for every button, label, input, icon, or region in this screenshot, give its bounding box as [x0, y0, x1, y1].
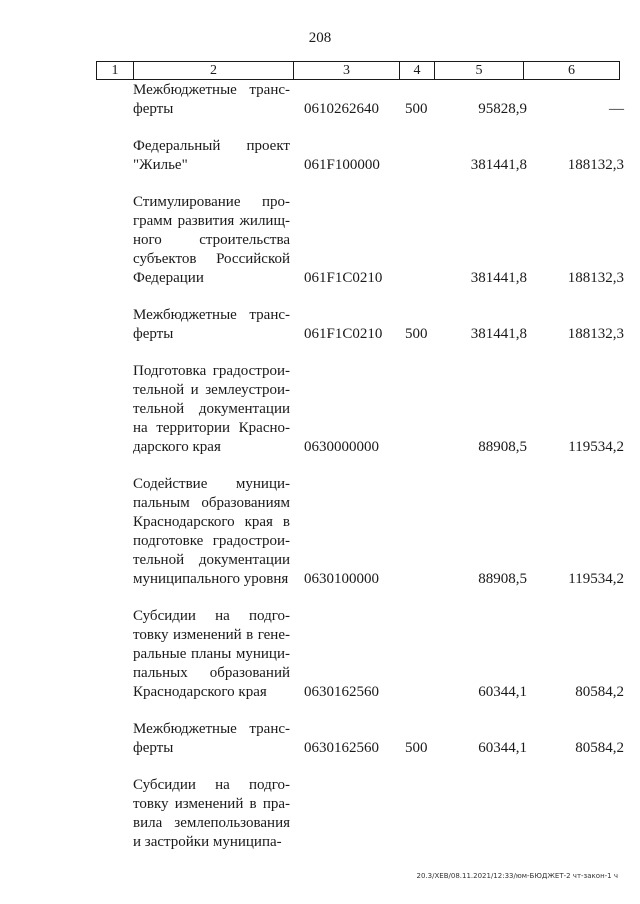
column-header-3: 3: [294, 62, 400, 79]
description-line: товку изменений в пра-: [133, 796, 290, 812]
table-row: [0, 607, 640, 702]
description-line: Краснодарского края: [133, 684, 267, 700]
target-article-code: 0630162560: [304, 740, 379, 756]
target-article-code: 0630100000: [304, 571, 379, 587]
row-description: [133, 306, 290, 344]
amount-year-2: 80584,2: [575, 684, 624, 700]
table-row: [0, 137, 640, 175]
table-row: [0, 193, 640, 288]
table-row: [0, 81, 640, 119]
row-description: [133, 137, 290, 175]
amount-year-2: —: [609, 101, 624, 117]
description-line: Межбюджетные транс-: [133, 82, 290, 98]
description-line: вила землепользования: [133, 815, 290, 831]
description-line: Краснодарского края в: [133, 514, 290, 530]
target-article-code: 0610262640: [304, 101, 379, 117]
amount-year-1: 88908,5: [478, 439, 527, 455]
description-line: и застройки муниципа-: [133, 834, 282, 850]
description-line: подготовке градострои-: [133, 533, 290, 549]
description-line: на территории Красно-: [133, 420, 290, 436]
description-line: Субсидии на подго-: [133, 777, 290, 793]
description-line: Подготовка градострои-: [133, 363, 290, 379]
amount-year-2: 188132,3: [567, 270, 624, 286]
row-description: [133, 720, 290, 758]
description-line: Федеральный проект: [133, 138, 290, 154]
row-description: [133, 776, 290, 852]
amount-year-1: 381441,8: [470, 157, 527, 173]
row-description: [133, 475, 290, 589]
amount-year-2: 188132,3: [567, 326, 624, 342]
description-line: ферты: [133, 740, 174, 756]
amount-year-1: 381441,8: [470, 270, 527, 286]
description-line: ферты: [133, 101, 174, 117]
document-footer: 20.3/ХЕВ/08.11.2021/12:33/юм-БЮДЖЕТ-2 чт-закон-1 ч: [416, 872, 618, 880]
description-line: ферты: [133, 326, 174, 342]
target-article-code: 061F100000: [304, 157, 380, 173]
description-line: муниципального уровня: [133, 571, 289, 587]
page-number: 208: [308, 30, 332, 46]
description-line: Содействие муници-: [133, 476, 290, 492]
column-header-2: 2: [134, 62, 294, 79]
expense-type-code: 500: [405, 740, 428, 756]
description-line: дарского края: [133, 439, 221, 455]
row-description: [133, 81, 290, 119]
amount-year-1: 60344,1: [478, 684, 527, 700]
target-article-code: 061F1C0210: [304, 326, 383, 342]
target-article-code: 0630000000: [304, 439, 379, 455]
description-line: ральные планы муници-: [133, 646, 290, 662]
table-header: [96, 61, 620, 80]
amount-year-1: 60344,1: [478, 740, 527, 756]
description-line: "Жилье": [133, 157, 188, 173]
table-row: [0, 475, 640, 589]
amount-year-2: 119534,2: [568, 439, 624, 455]
amount-year-2: 119534,2: [568, 571, 624, 587]
row-description: [133, 362, 290, 457]
amount-year-2: 188132,3: [567, 157, 624, 173]
description-line: Субсидии на подго-: [133, 608, 290, 624]
table-row: [0, 720, 640, 758]
row-description: [133, 607, 290, 702]
table-row: [0, 306, 640, 344]
description-line: Федерации: [133, 270, 204, 286]
description-line: пальным образованиям: [133, 495, 290, 511]
column-header-5: 5: [435, 62, 524, 79]
description-line: товку изменений в гене-: [133, 627, 290, 643]
table-row: [0, 362, 640, 457]
expense-type-code: 500: [405, 101, 428, 117]
column-header-6: 6: [568, 63, 575, 78]
description-line: Стимулирование про-: [133, 194, 290, 210]
target-article-code: 061F1C0210: [304, 270, 383, 286]
description-line: Межбюджетные транс-: [133, 307, 290, 323]
table-row: [0, 776, 640, 852]
description-line: грамм развития жилищ-: [133, 213, 290, 229]
description-line: субъектов Российской: [133, 251, 290, 267]
amount-year-2: 80584,2: [575, 740, 624, 756]
target-article-code: 0630162560: [304, 684, 379, 700]
expense-type-code: 500: [405, 326, 428, 342]
column-header-4: 4: [400, 62, 435, 79]
description-line: тельной и землеустрои-: [133, 382, 290, 398]
column-header-1: 1: [97, 62, 134, 79]
amount-year-1: 381441,8: [470, 326, 527, 342]
amount-year-1: 95828,9: [478, 101, 527, 117]
description-line: пальных образований: [133, 665, 290, 681]
description-line: Межбюджетные транс-: [133, 721, 290, 737]
row-description: [133, 193, 290, 288]
description-line: тельной документации: [133, 552, 290, 568]
amount-year-1: 88908,5: [478, 571, 527, 587]
description-line: ного строительства: [133, 232, 290, 248]
description-line: тельной документации: [133, 401, 290, 417]
